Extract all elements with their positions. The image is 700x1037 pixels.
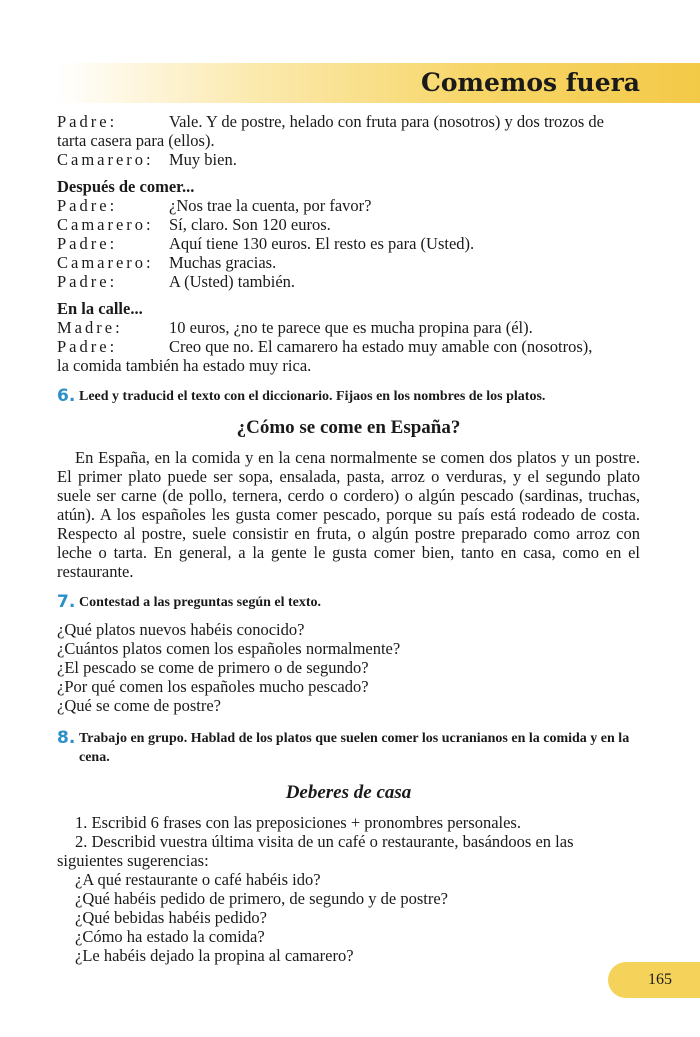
task-8 xyxy=(57,729,640,767)
speaker: Padre: xyxy=(57,112,118,131)
task-number: 8. xyxy=(57,728,76,748)
utterance: Muchas gracias. xyxy=(169,253,277,272)
dialogue-line xyxy=(57,112,640,131)
utterance: 10 euros, ¿no te parece que es mucha propina para (él). xyxy=(169,318,533,337)
question-item: ¿El pescado se come de primero o de segundo? xyxy=(57,658,369,677)
task-number: 7. xyxy=(57,592,76,612)
dialogue-block-3 xyxy=(57,318,640,375)
utterance: Muy bien. xyxy=(169,150,237,169)
dialogue-block-2 xyxy=(57,196,640,291)
scene-heading: En la calle... xyxy=(57,299,143,318)
task-instruction: Trabajo en grupo. Hablad de los platos que suelen comer los ucranianos en la comida y en la cena. xyxy=(79,731,630,765)
task-instruction: Leed y traducid el texto con el diccionario. Fijaos en los nombres de los platos. xyxy=(79,389,546,404)
speaker: Camarero: xyxy=(57,150,154,169)
page-content xyxy=(57,112,640,965)
utterance: ¿Nos trae la cuenta, por favor? xyxy=(169,196,372,215)
speaker: Madre: xyxy=(57,318,123,337)
dialogue-line xyxy=(57,196,640,215)
question-item: ¿Cuántos platos comen los españoles normalmente? xyxy=(57,639,401,658)
speaker: Padre: xyxy=(57,234,118,253)
utterance: Creo que no. El camarero ha estado muy amable con (nosotros), xyxy=(169,337,593,356)
speaker: Padre: xyxy=(57,196,118,215)
utterance-continuation: tarta casera para (ellos). xyxy=(57,131,215,150)
homework-item: 2. Describid vuestra última visita de un café o restaurante, basándoos en las siguientes sugerencias: xyxy=(57,832,574,870)
homework-question: ¿Qué bebidas habéis pedido? xyxy=(75,908,267,927)
dialogue-line xyxy=(57,234,640,253)
question-item: ¿Por qué comen los españoles mucho pescado? xyxy=(57,677,369,696)
scene-heading: Después de comer... xyxy=(57,177,195,196)
speaker: Padre: xyxy=(57,337,118,356)
homework-question: ¿Cómo ha estado la comida? xyxy=(75,927,265,946)
utterance-continuation: la comida también ha estado muy rica. xyxy=(57,356,312,375)
task-number: 6. xyxy=(57,386,76,406)
task-7 xyxy=(57,593,640,612)
speaker: Camarero: xyxy=(57,253,154,272)
dialogue-line xyxy=(57,215,640,234)
utterance: Sí, claro. Son 120 euros. xyxy=(169,215,331,234)
dialogue-line xyxy=(57,272,640,291)
dialogue-line xyxy=(57,150,640,169)
utterance: Aquí tiene 130 euros. El resto es para (Usted). xyxy=(169,234,475,253)
utterance: A (Usted) también. xyxy=(169,272,296,291)
speaker: Camarero: xyxy=(57,215,154,234)
utterance: Vale. Y de postre, helado con fruta para (nosotros) y dos trozos de xyxy=(169,112,604,131)
speaker: Padre: xyxy=(57,272,118,291)
chapter-title: Comemos fuera xyxy=(420,68,640,97)
task-instruction: Contestad a las preguntas según el texto. xyxy=(79,595,322,610)
question-list xyxy=(57,620,640,715)
reading-title: ¿Cómo se come en España? xyxy=(236,417,461,438)
homework-question-list xyxy=(57,870,640,965)
homework-question: ¿Qué habéis pedido de primero, de segundo y de postre? xyxy=(75,889,448,908)
page-number: 165 xyxy=(648,971,672,988)
dialogue-line xyxy=(57,318,640,337)
homework-item: 1. Escribid 6 frases con las preposiciones + pronombres personales. xyxy=(75,813,521,832)
reading-paragraph: En España, en la comida y en la cena normalmente se comen dos platos y un postre. El primer plato puede ser sopa, ensalada, pasta, arroz o verduras, y el segundo plato suele ser carne (de pollo, ternera, cerdo o cordero) o algún pescado (sardinas, truchas, atún). A los españoles les gusta comer pescado, porque su país está rodeado de costa. Respecto al postre, suele consistir en fruta, o algún postre preparado como arroz con leche o tarta. En general, a la gente le gusta comer bien, tanto en casa, como en el restaurante. xyxy=(57,448,640,581)
dialogue-line xyxy=(57,337,640,356)
dialogue-line xyxy=(57,253,640,272)
dialogue-block-1 xyxy=(57,112,640,169)
homework-question: ¿A qué restaurante o café habéis ido? xyxy=(75,870,321,889)
homework-question: ¿Le habéis dejado la propina al camarero? xyxy=(75,946,354,965)
homework-title: Deberes de casa xyxy=(285,782,412,803)
question-item: ¿Qué platos nuevos habéis conocido? xyxy=(57,620,305,639)
question-item: ¿Qué se come de postre? xyxy=(57,696,222,715)
task-6 xyxy=(57,387,640,406)
